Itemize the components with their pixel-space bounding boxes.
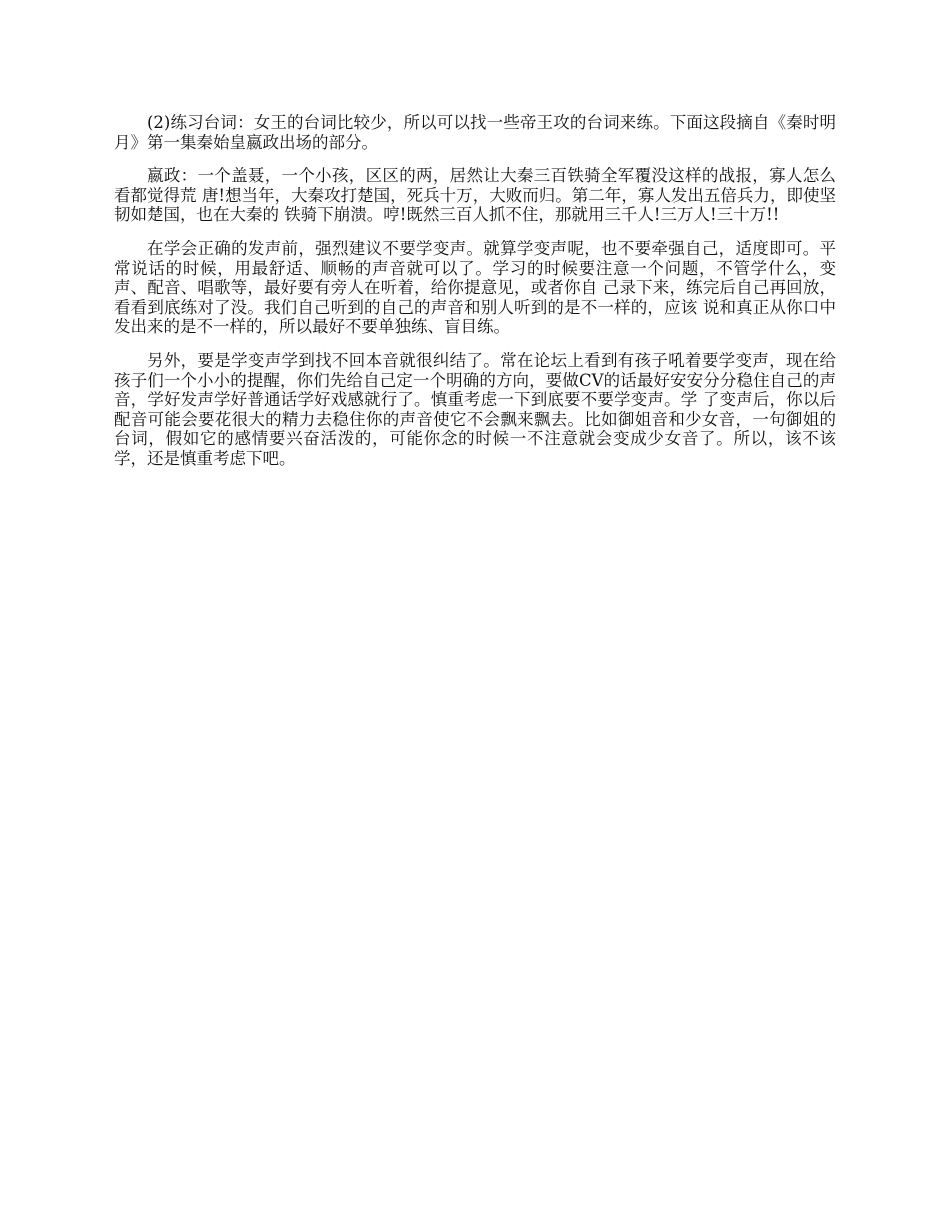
paragraph-practice-lines: (2)练习台词：女王的台词比较少，所以可以找一些帝王攻的台词来练。下面这段摘自《秦时明月》第一集秦始皇嬴政出场的部分。	[114, 113, 836, 152]
document-body	[114, 113, 836, 483]
paragraph-caution: 另外，要是学变声学到找不回本音就很纠结了。常在论坛上看到有孩子吼着要学变声，现在给孩子们一个小小的提醒，你们先给自己定一个明确的方向，要做CV的话最好安安分分稳住自己的声音，学好发声学好普通话学好戏感就行了。慎重考虑一下到底要不要学变声。学 了变声后，你以后配音可能会要花很大的精力去稳住你的声音使它不会飘来飘去。比如御姐音和少女音，一句御姐的台词，假如它的感情要兴奋活泼的，可能你念的时候一不注意就会变成少女音了。所以，该不该学，还是慎重考虑下吧。	[114, 350, 836, 468]
paragraph-yingzheng-quote: 嬴政：一个盖聂，一个小孩，区区的两，居然让大秦三百铁骑全军覆没这样的战报，寡人怎么看都觉得荒 唐!想当年，大秦攻打楚国，死兵十万，大败而归。第二年，寡人发出五倍兵力，即使坚韧如楚国，也在大秦的 铁骑下崩溃。哼!既然三百人抓不住，那就用三千人!三万人!三十万!!	[114, 166, 836, 225]
paragraph-voice-change-advice: 在学会正确的发声前，强烈建议不要学变声。就算学变声呢，也不要牵强自己，适度即可。平常说话的时候，用最舒适、顺畅的声音就可以了。学习的时候要注意一个问题，不管学什么，变声、配音、唱歌等，最好要有旁人在听着，给你提意见，或者你自 己录下来，练完后自己再回放，看看到底练对了没。我们自己听到的自己的声音和别人听到的是不一样的，应该 说和真正从你口中发出来的是不一样的，所以最好不要单独练、盲目练。	[114, 238, 836, 337]
